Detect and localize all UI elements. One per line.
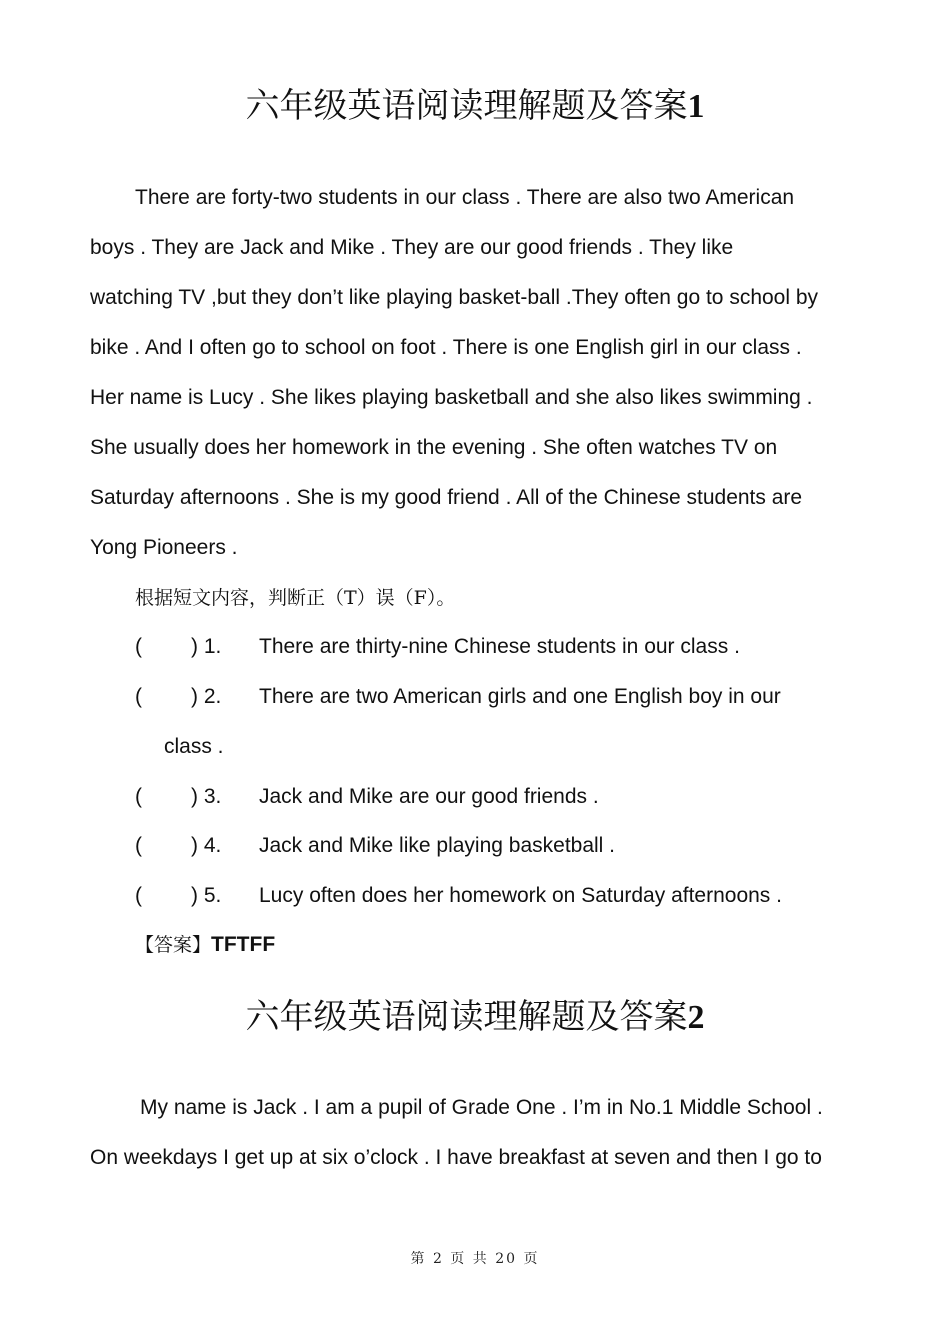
answer-value: TFTFF xyxy=(211,933,276,956)
question-text-continued: class . xyxy=(164,735,224,758)
question-number: ) 2. xyxy=(191,685,222,708)
section1-passage-line: There are forty-two students in our class . There are also two American xyxy=(135,186,795,209)
answer-blank-open: ( xyxy=(135,834,142,857)
section2-passage-line: On weekdays I get up at six o’clock . I have breakfast at seven and then I go to xyxy=(90,1146,822,1169)
answer-blank-open: ( xyxy=(135,884,142,907)
section1-instruction: 根据短文内容，判断正（T）误（F）。 xyxy=(135,587,456,609)
answer-blank-open: ( xyxy=(135,785,142,808)
section1-title xyxy=(0,84,950,129)
section1-passage-line: She usually does her homework in the evening . She often watches TV on xyxy=(90,436,778,459)
question-text: Lucy often does her homework on Saturday afternoons . xyxy=(259,884,782,907)
question-number: ) 5. xyxy=(191,884,222,907)
section2-title-number: 2 xyxy=(687,999,705,1036)
question-number: ) 4. xyxy=(191,834,222,857)
section1-passage-line: boys . They are Jack and Mike . They are our good friends . They like xyxy=(90,236,734,259)
section2-passage-line: My name is Jack . I am a pupil of Grade One . I’m in No.1 Middle School . xyxy=(140,1096,823,1119)
section1-passage-line: watching TV ,but they don’t like playing basket-ball .They often go to school by xyxy=(90,286,819,309)
question-number: ) 3. xyxy=(191,785,222,808)
answer-blank-open: ( xyxy=(135,685,142,708)
question-number: ) 1. xyxy=(191,635,222,658)
section1-passage-line: bike . And I often go to school on foot . There is one English girl in our class . xyxy=(90,336,802,359)
section1-passage-line: Saturday afternoons . She is my good friend . All of the Chinese students are xyxy=(90,486,803,509)
section1-title-number: 1 xyxy=(687,88,705,125)
section1-title-text: 六年级英语阅读理解题及答案 xyxy=(245,86,688,126)
question-text: There are thirty-nine Chinese students in our class . xyxy=(259,635,740,658)
page-footer: 第 2 页 共 20 页 xyxy=(410,1251,540,1267)
section2-title xyxy=(0,995,950,1040)
section2-title-text: 六年级英语阅读理解题及答案 xyxy=(245,997,688,1037)
question-text: There are two American girls and one English boy in our xyxy=(259,685,781,708)
answer-key xyxy=(135,931,275,959)
section1-passage-line: Yong Pioneers . xyxy=(90,536,238,559)
section1-passage-line: Her name is Lucy . She likes playing basketball and she also likes swimming . xyxy=(90,386,813,409)
question-text: Jack and Mike are our good friends . xyxy=(259,785,599,808)
answer-blank-open: ( xyxy=(135,635,142,658)
answer-label: 【答案】 xyxy=(135,934,212,956)
question-text: Jack and Mike like playing basketball . xyxy=(259,834,616,857)
